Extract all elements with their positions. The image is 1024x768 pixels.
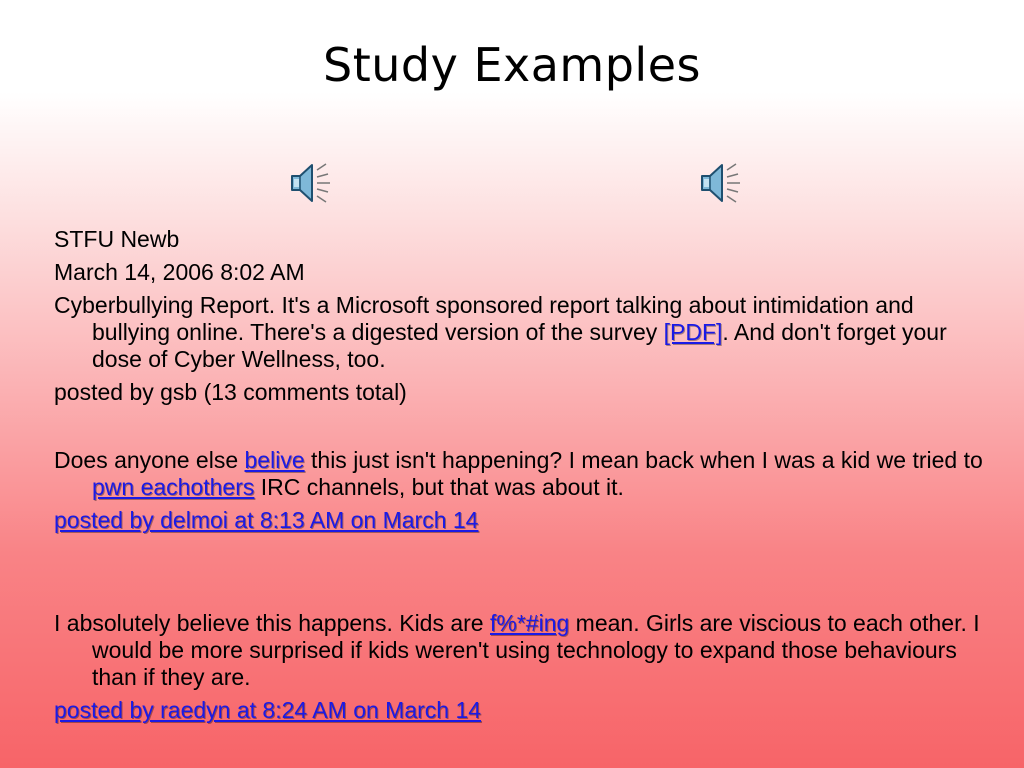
comment-1-body [54, 447, 984, 501]
belive-link[interactable]: belive [244, 447, 305, 473]
comment-1-posted-by [54, 507, 984, 534]
post-date: March 14, 2006 8:02 AM [54, 259, 305, 285]
speaker-icon[interactable] [698, 160, 742, 206]
comment-1-text-start: Does anyone else [54, 447, 245, 473]
post-body [54, 292, 984, 373]
slide-content [54, 226, 984, 724]
comment-1-posted-by-link[interactable]: posted by delmoi at 8:13 AM on March 14 [54, 507, 479, 533]
post-posted-by: posted by gsb (13 comments total) [54, 379, 407, 405]
slide-title: Study Examples [323, 38, 701, 92]
comment-2-posted-by-link[interactable]: posted by raedyn at 8:24 AM on March 14 [54, 697, 482, 723]
comment-2-posted-by [54, 697, 984, 724]
pwn-eachothers-link[interactable]: pwn eachothers [92, 474, 255, 500]
post-author: STFU Newb [54, 226, 180, 252]
pdf-link[interactable]: [PDF] [663, 319, 723, 345]
post-body-end: . And don't forget your dose of Cyber Wellness, too. [92, 319, 947, 372]
comment-1-text-mid: this just isn't happening? I mean back when I was a kid we tried to [304, 447, 983, 473]
comment-2-text-end: mean. Girls are viscious to each other. I would be more surprised if kids weren't using technology to expand those behaviours than if they are. [92, 610, 980, 690]
f-ing-link[interactable]: f%*#ing [490, 610, 570, 636]
speaker-icon[interactable] [288, 160, 332, 206]
comment-1-text-end: IRC channels, but that was about it. [254, 474, 624, 500]
comment-2-body [54, 610, 984, 691]
comment-2-text-start: I absolutely believe this happens. Kids are [54, 610, 490, 636]
post-body-start: Cyberbullying Report. It's a Microsoft sponsored report talking about intimidation and bullying online. There's a digested version of the survey [54, 292, 914, 345]
